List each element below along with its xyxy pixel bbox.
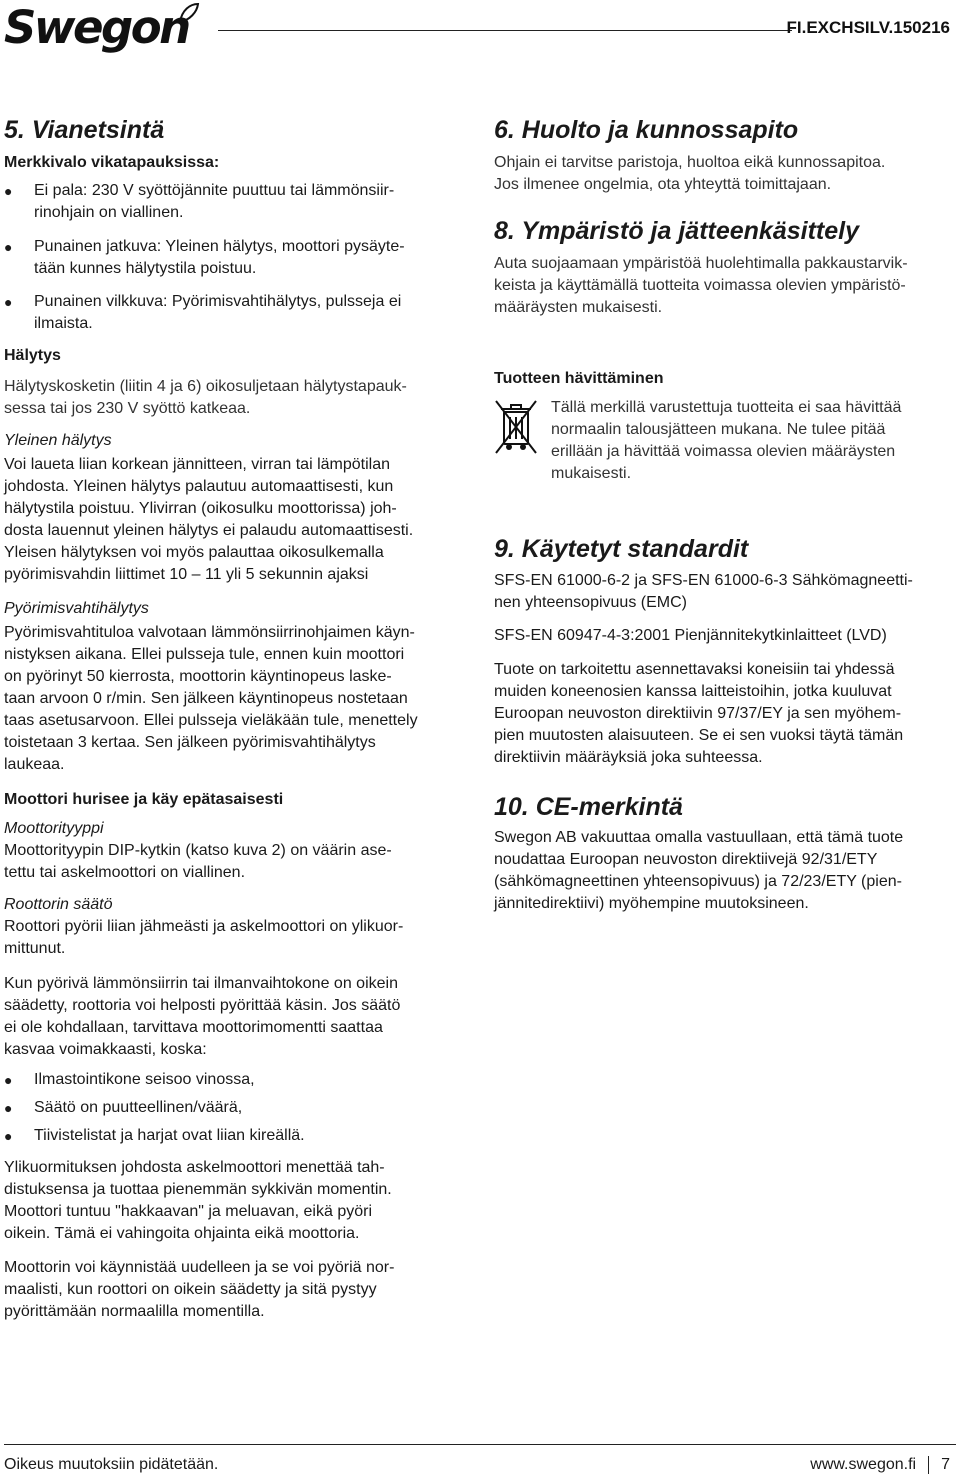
rotation-alarm-heading: Pyörimisvahtihälytys — [4, 600, 149, 617]
overload-text: Ylikuormituksen johdosta askelmoottori menettää tah- distuksensa ja tuottaa pienemmän sykkivän momentin. Moottori tuntuu "hakkaavan" ja meluavan, eikä pyöri oikein. Tämä ei vahingoita ohjainta eikä moottoria. — [4, 1159, 392, 1242]
maintenance-text: Ohjain ei tarvitse paristoja, huoltoa eikä kunnossapitoa. Jos ilmenee ongelmia, ota yhteyttä toimittajaan. — [494, 154, 886, 193]
weee-bin-icon — [494, 397, 538, 459]
leaf-icon — [178, 2, 200, 24]
page-number: 7 — [941, 1456, 950, 1474]
general-alarm-heading: Yleinen hälytys — [4, 432, 112, 449]
rotation-alarm-text: Pyörimisvahtituloa valvotaan lämmönsiirrinohjaimen käyn- nistyksen aikana. Ellei pulsseja tule, ennen kuin moottori on pyörinyt 50 kierrosta, moottorin käyntinopeus laske- taan arvoon 0 r/min. Sen jälkeen käyntinopeus nostetaan taas asetusarvoon. Ellei pulsseja vieläkään tule, menettely toistetaan 3 kertaa. Sen jälkeen pyörimisvahtihälytys laukeaa. — [4, 624, 418, 773]
footer-rule — [4, 1444, 956, 1445]
bullet-icon: ● — [4, 294, 13, 310]
logo-text: Swegon — [4, 1, 189, 54]
bullet-icon: ● — [4, 183, 13, 199]
website-link[interactable]: www.swegon.fi — [810, 1456, 917, 1474]
restart-text: Moottorin voi käynnistää uudelleen ja se voi pyöriä nor- maalisti, kun roottori on oikein säädetty ja sitä pystyy pyörittämään normaalilla momentilla. — [4, 1259, 395, 1320]
standards-emc: SFS-EN 61000-6-2 ja SFS-EN 61000-6-3 Sähkömagneetti- nen yhteensopivuus (EMC) — [494, 572, 913, 611]
page-header — [0, 0, 960, 60]
footer-right — [810, 1456, 950, 1474]
bullet-icon: ● — [4, 1072, 13, 1088]
indicator-heading: Merkkivalo vikatapauksissa: — [4, 154, 220, 171]
environment-text: Auta suojaamaan ympäristöä huolehtimalla pakkaustarvik- keista ja käyttämällä tuotteita voimassa olevien ympäristö- määräysten mukaisesti. — [494, 255, 908, 316]
footer-disclaimer: Oikeus muutoksiin pidätetään. — [4, 1456, 219, 1473]
footer-separator — [928, 1456, 929, 1474]
disposal-text: Tällä merkillä varustettuja tuotteita ei saa hävittää normaalin talousjätteen mukana. Ne tulee pitää erillään ja hävittää voimassa olevien määräysten mukaisesti. — [551, 399, 902, 482]
alarm-text: Hälytyskosketin (liitin 4 ja 6) oikosuljetaan hälytystapauk- sessa tai jos 230 V syöttö katkeaa. — [4, 378, 407, 417]
document-code: FI.EXCHSILV.150216 — [786, 18, 950, 37]
motor-noise-heading: Moottori hurisee ja käy epätasaisesti — [4, 791, 284, 808]
bullet-icon: ● — [4, 1100, 13, 1116]
bullet-icon: ● — [4, 1128, 13, 1144]
disposal-heading: Tuotteen hävittäminen — [494, 370, 664, 387]
alarm-heading: Hälytys — [4, 347, 61, 364]
motor-type-text: Moottorityypin DIP-kytkin (katso kuva 2) on väärin ase- tettu tai askelmoottori on viallinen. — [4, 842, 392, 881]
rotor-check-text: Kun pyörivä lämmönsiirrin tai ilmanvaihtokone on oikein säädetty, roottoria voi helposti pyörittää käsin. Jos säätö ei ole kohdallaan, tarvittava moottorimomentti saattaa kasvaa voimakkaasti, koska: — [4, 975, 401, 1058]
section-5-title: 5. Vianetsintä — [4, 116, 165, 144]
rotor-adjust-text: Roottori pyörii liian jähmeästi ja askelmoottori on ylikuor- mittunut. — [4, 918, 404, 957]
rotor-adjust-heading: Roottorin säätö — [4, 896, 113, 913]
standards-lvd: SFS-EN 60947-4-3:2001 Pienjännitekytkinlaitteet (LVD) — [494, 627, 887, 644]
section-9-title: 9. Käytetyt standardit — [494, 535, 749, 563]
section-8-title: 8. Ympäristö ja jätteenkäsittely — [494, 217, 859, 245]
swegon-logo — [4, 0, 189, 56]
standards-note: Tuote on tarkoitettu asennettavaksi koneisiin tai yhdessä muiden koneenosien kanssa laitteistoihin, jotka kuuluvat Euroopan neuvoston direktiivin 97/37/EY ja sen myöhem- pien muutosten alaisuuteen. Se ei sen vuoksi täytä tämän direktiivin määräyksiä joka suhteessa. — [494, 661, 904, 766]
section-10-title: 10. CE-merkintä — [494, 793, 683, 821]
header-rule — [218, 30, 792, 31]
general-alarm-text: Voi laueta liian korkean jännitteen, virran tai lämpötilan johdosta. Yleinen hälytys palautuu automaattisesti, kun hälytystila poistuu. Ylivirran (oikosulku moottorissa) joh- dosta lauennut yleinen hälytys ei palaudu automaattisesti. Yleisen hälytyksen voi myös palauttaa oikosulkemalla pyörimisvahdin liittimet 10 – 11 yli 5 sekunnin ajaksi — [4, 456, 414, 583]
ce-marking-text: Swegon AB vakuuttaa omalla vastuullaan, että tämä tuote noudattaa Euroopan neuvoston direktiivejä 92/31/ETY (sähkömagneettinen yhteensopivuus) ja 72/23/ETY (pien- jännitedirektiivi) myöhempine muutoksineen. — [494, 829, 904, 912]
bullet-icon: ● — [4, 239, 13, 255]
motor-type-heading: Moottorityyppi — [4, 820, 104, 837]
section-6-title: 6. Huolto ja kunnossapito — [494, 116, 799, 144]
